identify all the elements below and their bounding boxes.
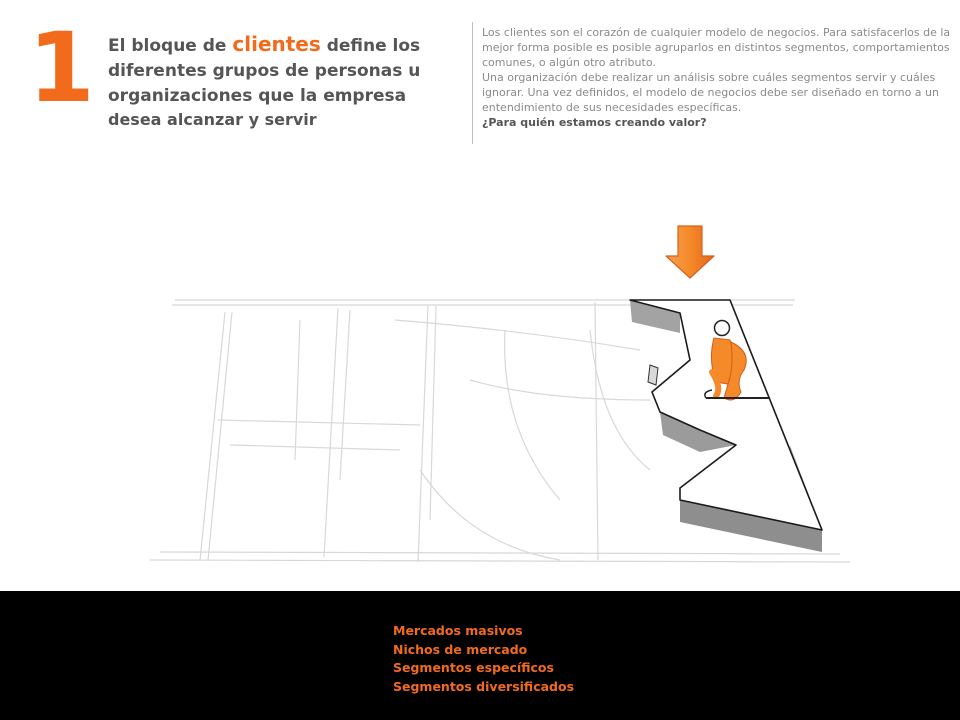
block-description [482, 26, 954, 131]
key-question: ¿Para quién estamos creando valor? [482, 115, 707, 129]
list-item: Mercados masivos [393, 623, 523, 638]
heading-keyword: clientes [232, 32, 321, 56]
customer-segment-block [630, 300, 822, 552]
description-paragraph-1: Los clientes son el corazón de cualquier modelo de negocios. Para satisfacerlos de la mejor forma posible es posible agruparlos en distintos segmentos, comportamientos comunes, o algún otro atributo. [482, 26, 951, 69]
description-paragraph-2: Una organización debe realizar un análisis sobre cuáles segmentos servir y cuáles ignorar. Una vez definidos, el modelo de negocios debe ser diseñado en torno a un entendimiento de sus necesidades específicas. [482, 70, 939, 114]
block-heading [108, 30, 440, 133]
list-item: Nichos de mercado [393, 641, 528, 657]
down-arrow-icon [666, 226, 714, 278]
list-item: Segmentos diversificados [393, 678, 575, 694]
segment-types-footer [0, 591, 960, 720]
block-number: 1 [28, 12, 93, 124]
heading-text-3: desea alcanzar y servir [108, 110, 317, 130]
list-item: Segmentos específicos [393, 660, 554, 675]
heading-text-2: define los diferentes grupos de personas u organizaciones que la empresa [108, 36, 421, 106]
vertical-divider [472, 22, 473, 144]
heading-text-1: El bloque de [108, 36, 233, 56]
segment-types-list [393, 622, 574, 696]
business-model-canvas-illustration [0, 215, 960, 575]
